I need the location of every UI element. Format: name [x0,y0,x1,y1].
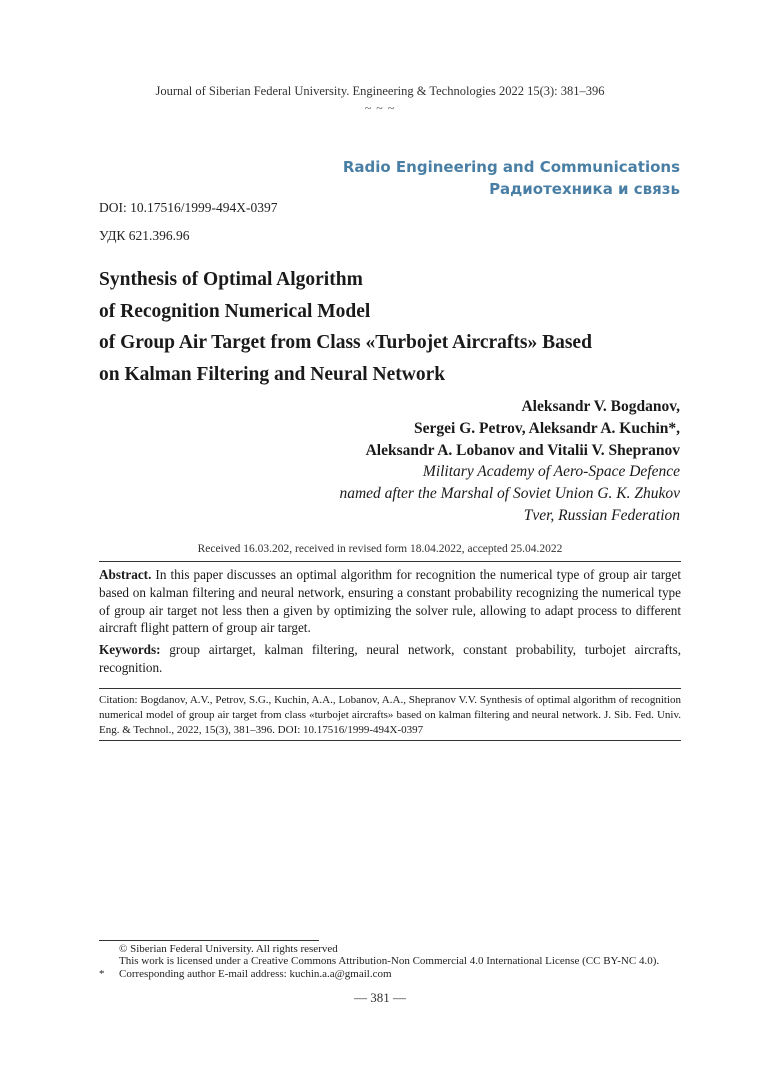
corresponding-author-note: Corresponding author E-mail address: kuchin.a.a@gmail.com [119,967,392,980]
section-title-ru: Радиотехника и связь [489,180,680,198]
copyright-note: © Siberian Federal University. All rights reserved [119,943,338,955]
abstract-label: Abstract. [99,567,152,582]
udk: УДК 621.396.96 [99,228,190,243]
divider [99,688,681,689]
keywords [99,641,681,677]
journal-header: Journal of Siberian Federal University. Engineering & Technologies 2022 15(3): 381–396 [155,84,605,98]
keywords-label: Keywords: [99,642,161,657]
paper-title [99,264,659,390]
title-line: of Recognition Numerical Model [99,300,371,322]
author-line: Aleksandr V. Bogdanov, [521,398,680,415]
doi: DOI: 10.17516/1999-494X-0397 [99,200,278,215]
footnote-divider [99,940,319,941]
footnotes [99,943,699,980]
author-line: Sergei G. Petrov, Aleksandr A. Kuchin*, [414,419,680,437]
title-line: on Kalman Filtering and Neural Network [99,363,446,385]
title-line: of Group Air Target from Class «Turbojet Aircrafts» Based [99,332,592,353]
received-dates: Received 16.03.202, received in revised form 18.04.2022, accepted 25.04.2022 [197,543,563,555]
footnote-asterisk: * [99,967,105,980]
license-note: This work is licensed under a Creative Commons Attribution-Non Commercial 4.0 International License (CC BY-NC 4.0). [119,955,660,968]
header-separator: ~ ~ ~ [364,101,396,115]
section-title-en: Radio Engineering and Communications [342,158,680,176]
citation: Citation: Bogdanov, A.V., Petrov, S.G., Kuchin, A.A., Lobanov, A.A., Shepranov V.V. Synthesis of optimal algorithm of recognition numerical model of group air target from class «turbojet aircrafts» based on kalman filtering and neural network. J. Sib. Fed. Univ. Eng. & Technol., 2022, 15(3), 381–396. DOI: 10.17516/1999-494X-0397 [99,694,681,737]
affiliation-line: Military Academy of Aero-Space Defence [422,463,680,481]
divider [99,740,681,741]
abstract-text: In this paper discusses an optimal algorithm for recognition the numerical type of group air target based on kalman filtering and neural network, ensuring a constant probability recognizing the numerical type of group air target not less then a given by optimizing the solver rule, allowing to adapt process to different aircraft flight pattern of group air target. [99,567,681,636]
affiliation-line: named after the Marshal of Soviet Union G. K. Zhukov [339,485,680,503]
keywords-text: group airtarget, kalman filtering, neural network, constant probability, turbojet aircrafts, recognition. [99,642,681,675]
divider [99,561,681,562]
page-number: — 381 — [354,990,406,1005]
authors-block [339,396,680,527]
author-line: Aleksandr A. Lobanov and Vitalii V. Shepranov [365,441,680,459]
affiliation-line: Tver, Russian Federation [523,506,680,524]
title-line: Synthesis of Optimal Algorithm [99,269,363,290]
abstract [99,566,681,637]
